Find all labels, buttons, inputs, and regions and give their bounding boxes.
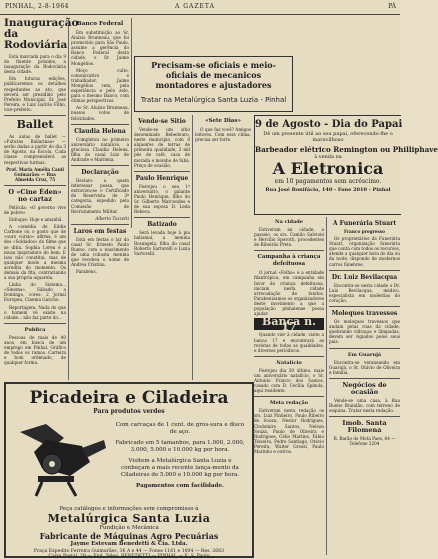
laros-text: Está em festas o lar do casal Sr. Ernesto Paulo Bueno, com o nascimento de uma robusta menina que recebeu o nome de Andrea Cristina. [71,236,129,268]
barbeador-text: Barbeador elétrico Remington ou Philliphave [255,145,438,154]
papai-title: 9 de Agosto - Dia do Papai [255,119,403,130]
guaruja-headline: Em Guarujá [347,351,382,358]
company-sub: Fundição e Mecânica [99,525,159,531]
divider [134,171,190,172]
picadeira-footer [6,506,252,559]
banca-text: Quando vier à cidade, visite a banca 17 e encontrará as revistas de todas as qualidades, e diversos periódicos. [254,332,324,353]
divider [71,224,129,225]
divider [254,250,324,251]
cine-p2: Enfoque: Hoje e amanhã. [9,217,63,223]
picadeira-p3: Visitem a Metalúrgica Santa Luzia e conheçam a mais recente lança-mento da Ciladeiras de 5.000 e 10.000 kg por hora. [120,458,240,478]
picadeira-p1: Com carcaças de 1 cent. de gros-sura e disco de aço. [115,422,245,435]
laros-headline: Laros em festas [73,227,127,235]
imob-text: R. Barão de Mota Paes, 64 — Telefone 2204 [333,436,396,447]
banco-p3: Ao Sr. Aluízio Brunneau, nossos votos de felicidades. [71,105,129,121]
column-sete [195,115,251,380]
vende-headline: Vende-se Sitio [138,118,186,125]
company-name: Metalúrgica Santa Luzia [47,512,211,525]
meta-text: Estiveram nesta redação os srs. Luiz Pinheiro, Paulo Ribeiro de Souza, Nestor Rodrigues, Clodomiro Santos, Nelson Souza, Paulo de Oliveira e Rodrigues, Célio Martins, Fábio Teixeira, Pedro Santiago, Otávio Pereira, Walter Grossi, Paulo Marinho e outros. [254,408,324,454]
divider [329,378,400,379]
claudia-headline: Claudia Helena [74,127,126,135]
picadeira-p2: Fabricado em 5 tamanhos, para 1.000, 2.000, 3.000, 5.000 e 10.000 kg por hora. [115,440,245,453]
header-title: A GAZETA [175,3,215,10]
ballet-text: As aulas de ballet — «Futuras Bailarinas» — serão dadas a partir do dia 3 de Agosto, na Escola. Cada classe compreenderá as respectivas turmas. [4,134,66,165]
negocios-headline: Negócios de ocasião [342,380,387,396]
sete-headline: «Sete Dias» [205,118,241,124]
vende-text: Vende-se um sítio denominado Bebedouro, neste município, com 8 alqueires de terras de primeira qualidade, 3 mil pés de café, casa de morada e moinho de fubá. Preço de ocasião. [134,127,190,168]
machine-illustration [12,418,110,498]
natalicio-headline: Natalício [276,359,302,366]
cine-headline: O «Cine Éden» no cartaz [8,187,62,203]
rodoviaria-p2: Em futuras edições, publicaremos os detalhes respeitantes ao ato, que deverá ser presidido pelo Prefeito Municipal, Sr. José Pereira, e Luiz Galvão Filho, vice-prefeito. [4,76,66,112]
page-header [0,0,400,15]
column-rule [326,217,327,555]
divider [4,323,66,324]
rodoviaria-p1: Está marcada para o dia 9 do fluente próximo, a inauguração da Rodoviária desta cidade. [4,54,66,75]
picadeira-subtitle: Para produtos verdes [93,408,165,415]
jobs-ad-subtitle: Tratar na Metalúrgica Santa Luzia - Pinhal [140,96,287,104]
batizado-headline: Batizado [147,221,177,229]
rodoviaria-headline: Inauguração da Rodoviária [4,17,79,51]
meta-headline: Meta redação [269,400,309,407]
claudia-text: Completou no primeiro aniversário natalício, a graciosa Claudia Helena, filha do casal Luiz de Andrade e Marilena. [71,136,129,162]
moleques-headline: Moleques travessos [331,310,398,318]
eletronica-ad [254,115,438,215]
publica-text: Pessoas de mais de 40 anos, em busca de um emprego em Pinhal. Gráfico de todos os ramos. Carteira e bom ordenado, de qualquer forma. [4,334,66,366]
dr-text: Encontra-se nesta cidade o Dr. Luiz Bevilacqua, médico, especialista em moléstias do coração. [329,282,400,303]
divider [71,124,129,125]
column-left [4,17,79,380]
divider [254,356,324,357]
paulo-headline: Paulo Henrique [135,174,189,182]
column-rule [131,18,132,228]
divider [4,185,66,186]
picadeira-p5: Peça catálogos e informações sem compromisso à [59,506,199,512]
cine-p4: Linha do Sistema... «Sinema», Sábado a Domingo, cores: 2 Jornal Europeu, Cinema Gaúcho. [4,282,66,303]
moleques-text: Os moleques travessos que andam pelas ruas da cidade, quebrando vidraças e lâmpadas, devem ser vigiados pelos seus pais. [329,319,400,345]
declaracao-text: Declaro a quem interessar possa, que extraviou-se o Certificado de Reservista de 3ª categoria, expedido pela Comissão de Recrutamento Militar. [71,178,129,214]
nacidade-headline: Na cidade [275,219,303,225]
funeraria-headline: A Funerária Stuart [332,220,397,227]
picadeira-body [114,422,246,490]
funeraria-text: Os proprietários da Funerária Stuart, organização funerária que conta com todos os recursos, atende a qualquer hora do dia ou da noite, dispondo de modernos carros fúnebres. [329,236,400,267]
cine-p1: Película: «O governo vive de pobre» [4,204,66,215]
eletronica-name: A Eletronica [272,159,384,178]
imob-headline: Imob. Santa Filomena [342,419,387,435]
divider [329,270,400,271]
laros-text2: Parabéns. [76,269,97,275]
batizado-text: Será levada hoje à pia batismal, a menina Rosangela, filha do casal Roberto Sartorelli e Luzia Sartorelli. [134,230,190,256]
avenda-text: à venda na [314,154,342,160]
negocios-text: Vende-se uma casa, à Rua Bueno Brandão, com terreno de esquina. Tratar nesta redação. [329,397,400,413]
picadeira-p4: Pagamentos com facilidade. [136,483,224,489]
company-fab: Fabricante de Máquinas Agro Pecuárias [39,531,219,541]
column-vende [134,115,190,380]
banco-p2: Moço culto, comunicativo e trabalhador, Jaime Mongélios vem, pela experiência e pelo zelo, para o mesmo Banco, com ótimas perspectivas. [71,67,129,104]
campanha-text: O jornal «Folha» e a entidade filantrópica, em campanha em favor da criança defeituosa, iniciam nesta cidade arrecadação de fundos. Parabenizamos os organizadores deste movimento a que a população pinhalense possa ajudar. [254,270,324,317]
divider [329,306,400,307]
banca-headline: Banca n. 17 [254,318,324,330]
divider [134,217,190,218]
divider [329,416,400,417]
banco-headline: Banco Federal [76,21,124,27]
nacidade-text: Estiveram na cidade, a passeio, os srs. Camilo Salvioni e Hercílio Sperotti, procedentes de Ribeirão Preto. [254,227,324,248]
guaruja-text: Encontra-se veraneando em Guarujá, o Sr. Otávio de Oliveira e família. [329,359,400,375]
ballet-signature: Prof. Maria Amélia Canil Guimarães — Rua Almeida Cruz, 75 [5,166,64,182]
ballet-headline: Ballet [16,118,54,132]
header-date: PINHAL, 2-8-1964 [5,3,69,10]
column-rule [192,115,193,380]
divider [329,348,400,349]
eletronica-payment: em 10 pagamentos sem acréscimo. [274,178,382,185]
funeraria-sub: Franco progresso [344,229,385,234]
paulo-text: Festejou o seu 1º aniversário, o galante Paulo Henrique, filho do Sr. Gilberto Marcondes e de sua esposa D. Leda Rebeca. [134,183,190,215]
eletronica-address: Rua José Bonifácio, 140 - Fone 2010 - Pinhal [265,187,391,193]
divider [71,165,129,166]
natalicio-text: Festejou dia 30 último, mais um aniversário natalício, o Sr. Antonio Franco dos Santos, casado com D. Cecília Spinola, aqui residente. [254,367,324,394]
column-rule [68,18,69,380]
divider [4,115,66,116]
campanha-headline: Campanha à criança defeituosa [257,254,321,268]
divider [254,396,324,397]
declaracao-headline: Declaração [81,169,119,177]
dr-headline: Dr. Luiz Bevilacqua [331,273,398,281]
picadeira-ad [4,382,254,558]
declaracao-signature: Alberto Tozzetti [95,215,129,221]
header-page: PÁ [388,3,396,10]
cine-p3: A comédia de Eddie Carbone ou o gosto que de «ouro cursio» afirma, é um dos «Soldados» do filme que se ditiu. Sophia Loren é a musa inspiradora do bem. E isso não constitui, mas de qualquer modo a mesma acredita do momento. Os demais da fita, contrariando a sua própria aquarela. [4,224,66,281]
cine-p5: Reportagem: Nada do que o homem vê existe na cidade... não faz parte do... [4,304,66,320]
publica-headline: Publica [24,326,46,333]
jobs-ad [134,56,293,112]
company-address: Praça Expedito Ferreira Guimarães, 36 A e 44 — Fones 1161 e 1004 — Res. 2663 [33,549,225,554]
picadeira-title: Picadeira e Ciladeira [29,388,229,408]
sete-text: O que faz você? Amigos leitores. Com esse clima, precisa ser forte. [195,127,251,143]
papai-subtitle: Dê um presente útil ao seu papai, oferecendo-lhe o maravilhoso [263,131,393,143]
banco-p1: Em substituição ao Sr. Aluízio Brunneau, que foi promovido para São Paulo, assume a gerência do Banco Federal desta cidade, o Sr. Jaime Mongélios. [71,30,129,66]
column-nacidade [254,217,324,555]
jobs-ad-title: Precisam-se oficiais e meio-oficiais de mecanicos montadores e ajustadores [151,60,276,90]
column-funeraria [329,217,400,555]
column-banco [71,18,129,380]
company-owners: Jayme Estevam Benedetti & Cia. Ltda. [70,541,188,547]
company-address2: Caixa Postal, 29 — End. Teleg. BENEDETTI — PINHAL — E. S. Paulo [48,554,210,559]
